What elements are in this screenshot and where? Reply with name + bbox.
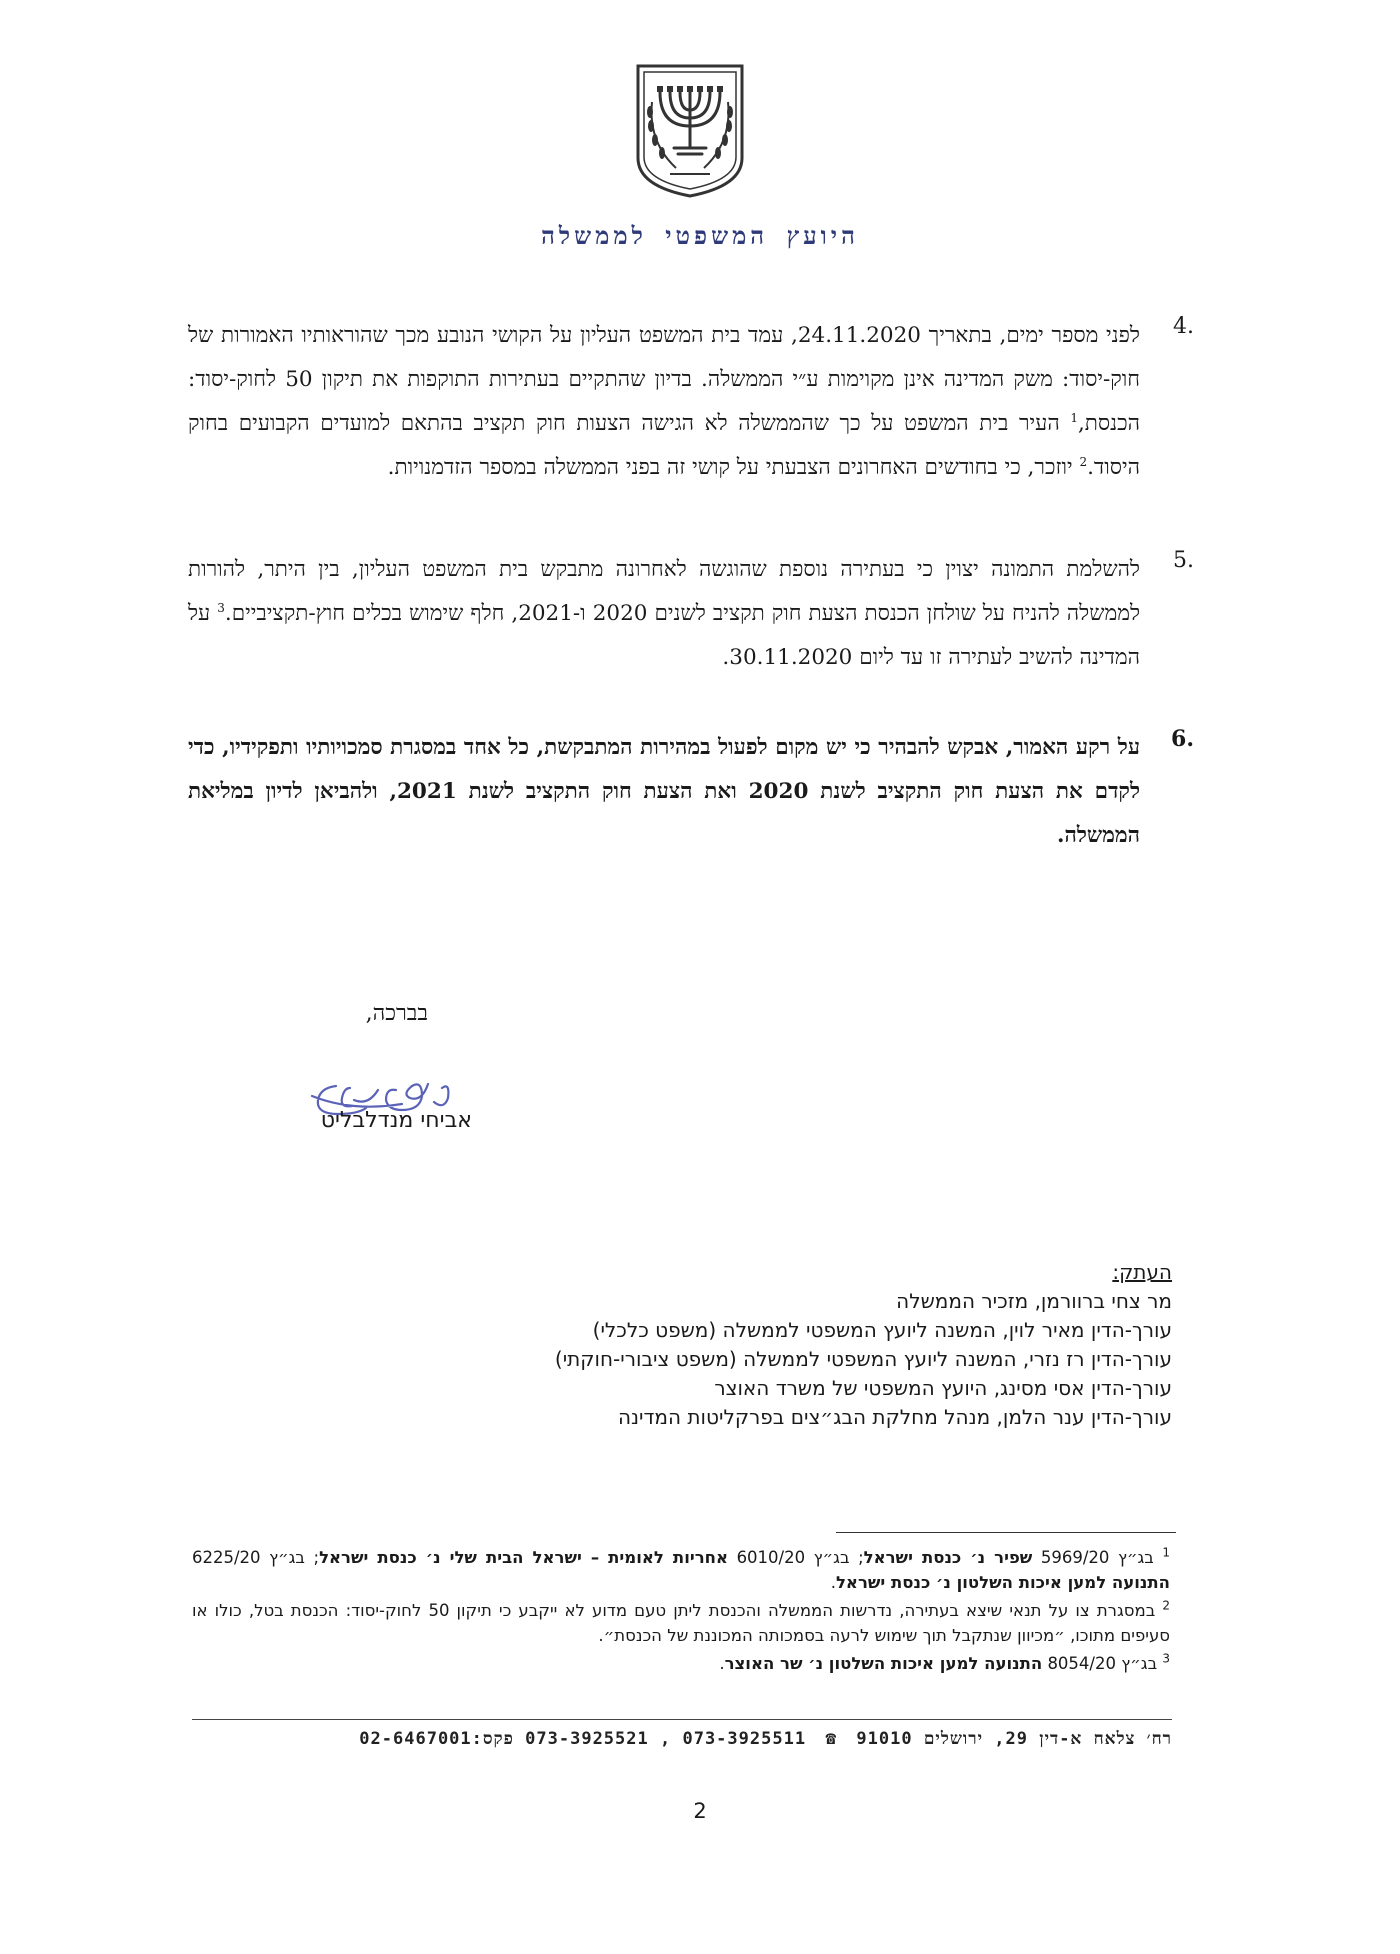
paragraph-number: 6. <box>1171 726 1194 752</box>
closing-greeting: בברכה, <box>365 1001 428 1026</box>
street-address: רח׳ צלאח א-דין 29, ירושלים 91010 <box>856 1729 1172 1749</box>
office-title: היועץ המשפטי לממשלה <box>541 222 859 250</box>
text-run: ; בג״ץ 6225/20 <box>192 1548 320 1567</box>
footnote-text <box>719 1654 1157 1673</box>
paragraph-5 <box>188 548 1194 680</box>
address-separator <box>192 1719 1172 1720</box>
paragraph-text <box>188 314 1140 490</box>
case-name: אחריות לאומית – ישראל הבית שלי נ׳ כנסת ישראל <box>319 1548 729 1567</box>
copy-recipient: מר צחי ברוורמן, מזכיר הממשלה <box>896 1289 1172 1313</box>
text-run: להשלמת התמונה יצוין כי בעתירה נוספת שהוגשה לאחרונה מתבקש בית המשפט העליון, בין היתר, להורות לממשלה להניח על שולחן הכנסת הצעת חוק תקציב לשנים 2020 ו-2021, חלף שימוש בכלים חוץ-תקציביים. <box>188 557 1140 626</box>
footnote-number: 3 <box>1162 1651 1170 1666</box>
telephone-icon: ☎ <box>825 1728 838 1749</box>
copy-recipient: עורך-הדין אסי מסינג, היועץ המשפטי של משרד האוצר <box>714 1376 1172 1400</box>
paragraph-number: 4. <box>1173 314 1194 339</box>
text-run: ; בג״ץ 6010/20 <box>728 1548 864 1567</box>
paragraph-4 <box>188 314 1194 490</box>
office-address <box>192 1728 1172 1749</box>
phone-numbers: 073-3925511 , 073-3925521 <box>525 1729 807 1749</box>
case-name: שפיר נ׳ כנסת ישראל <box>863 1548 1033 1567</box>
text-run: על המדינה להשיב לעתירה זו עד ליום 30.11.2020. <box>188 601 1140 670</box>
copy-recipient: עורך-הדין ענר הלמן, מנהל מחלקת הבג״צים בפרקליטות המדינה <box>617 1405 1172 1429</box>
text-run: לפני מספר ימים, בתאריך 24.11.2020, עמד בית המשפט העליון על הקושי הנובע מכך שהוראותיו האמורות של חוק-יסוד: משק המדינה אינן מקוימות ע״י הממשלה. בדיון שהתקיים בעתירות התוקפות את תיקון 50 לחוק-יסוד: הכנסת, <box>188 323 1140 436</box>
text-run: בג״ץ 5969/20 <box>1032 1548 1154 1567</box>
paragraph-number: 5. <box>1173 548 1194 573</box>
footnote-number: 2 <box>1162 1598 1170 1613</box>
text-run: במסגרת צו על תנאי שיצא בעתירה, נדרשות הממשלה והכנסת ליתן טעם מדוע לא ייקבע כי תיקון 50 לחוק-יסוד: הכנסת בטל, כולו או סעיפים מתוכו, ״מכיוון שנתקבל תוך שימוש לרעה בסמכותה המכוננת של הכנסת״. <box>192 1601 1170 1645</box>
paragraph-6 <box>188 726 1194 858</box>
footnote-ref: 3 <box>217 600 225 615</box>
footnote-1 <box>192 1545 1170 1595</box>
copy-recipient: עורך-הדין רז נזרי, המשנה ליועץ המשפטי לממשלה (משפט ציבורי-חוקתי) <box>554 1347 1172 1371</box>
copies-list <box>555 1258 1172 1432</box>
copies-header: העתק: <box>1112 1260 1172 1284</box>
copy-recipient: עורך-הדין מאיר לוין, המשנה ליועץ המשפטי לממשלה (משפט כלכלי) <box>592 1318 1172 1342</box>
text-run: בג״ץ 8054/20 <box>1042 1654 1158 1673</box>
footnote-separator <box>836 1532 1176 1533</box>
footnote-text <box>192 1598 1170 1645</box>
footnote-3 <box>192 1651 1170 1676</box>
text-run: העיר בית המשפט על כך שהממשלה לא הגישה הצעות חוק תקציב בהתאם למועדים הקבועים בחוק היסוד. <box>188 411 1140 480</box>
case-name: התנועה למען איכות השלטון נ׳ שר האוצר <box>724 1654 1043 1673</box>
state-emblem-menorah-icon <box>632 62 748 200</box>
footnote-2 <box>192 1598 1170 1648</box>
paragraph-text <box>188 548 1140 680</box>
page-number: 2 <box>693 1799 707 1823</box>
text-run: יוזכר, כי בחודשים האחרונים הצבעתי על קושי זה בפני הממשלה במספר הזדמנויות. <box>387 455 1080 480</box>
footnote-text <box>192 1545 1171 1592</box>
paragraph-text <box>188 726 1140 858</box>
text-run: על רקע האמור, אבקש להבהיר כי יש מקום לפעול במהירות המתבקשת, כל אחד במסגרת סמכויותיו ותפקידיו, כדי לקדם את הצעת חוק התקציב לשנת 2020 ואת הצעת חוק התקציב לשנת 2021, ולהביאן לדיון במליאת הממשלה. <box>188 735 1140 848</box>
fax-number: פקס:02-6467001 <box>359 1729 514 1749</box>
footnotes <box>192 1545 1170 1679</box>
footnote-ref: 1 <box>1070 410 1078 425</box>
signer-name: אביחי מנדלבליט <box>320 1108 472 1133</box>
footnote-ref: 2 <box>1079 454 1088 469</box>
text-run: . <box>719 1654 725 1673</box>
text-run: . <box>830 1573 836 1592</box>
case-name: התנועה למען איכות השלטון נ׳ כנסת ישראל <box>835 1573 1170 1592</box>
footnote-number: 1 <box>1162 1545 1171 1560</box>
